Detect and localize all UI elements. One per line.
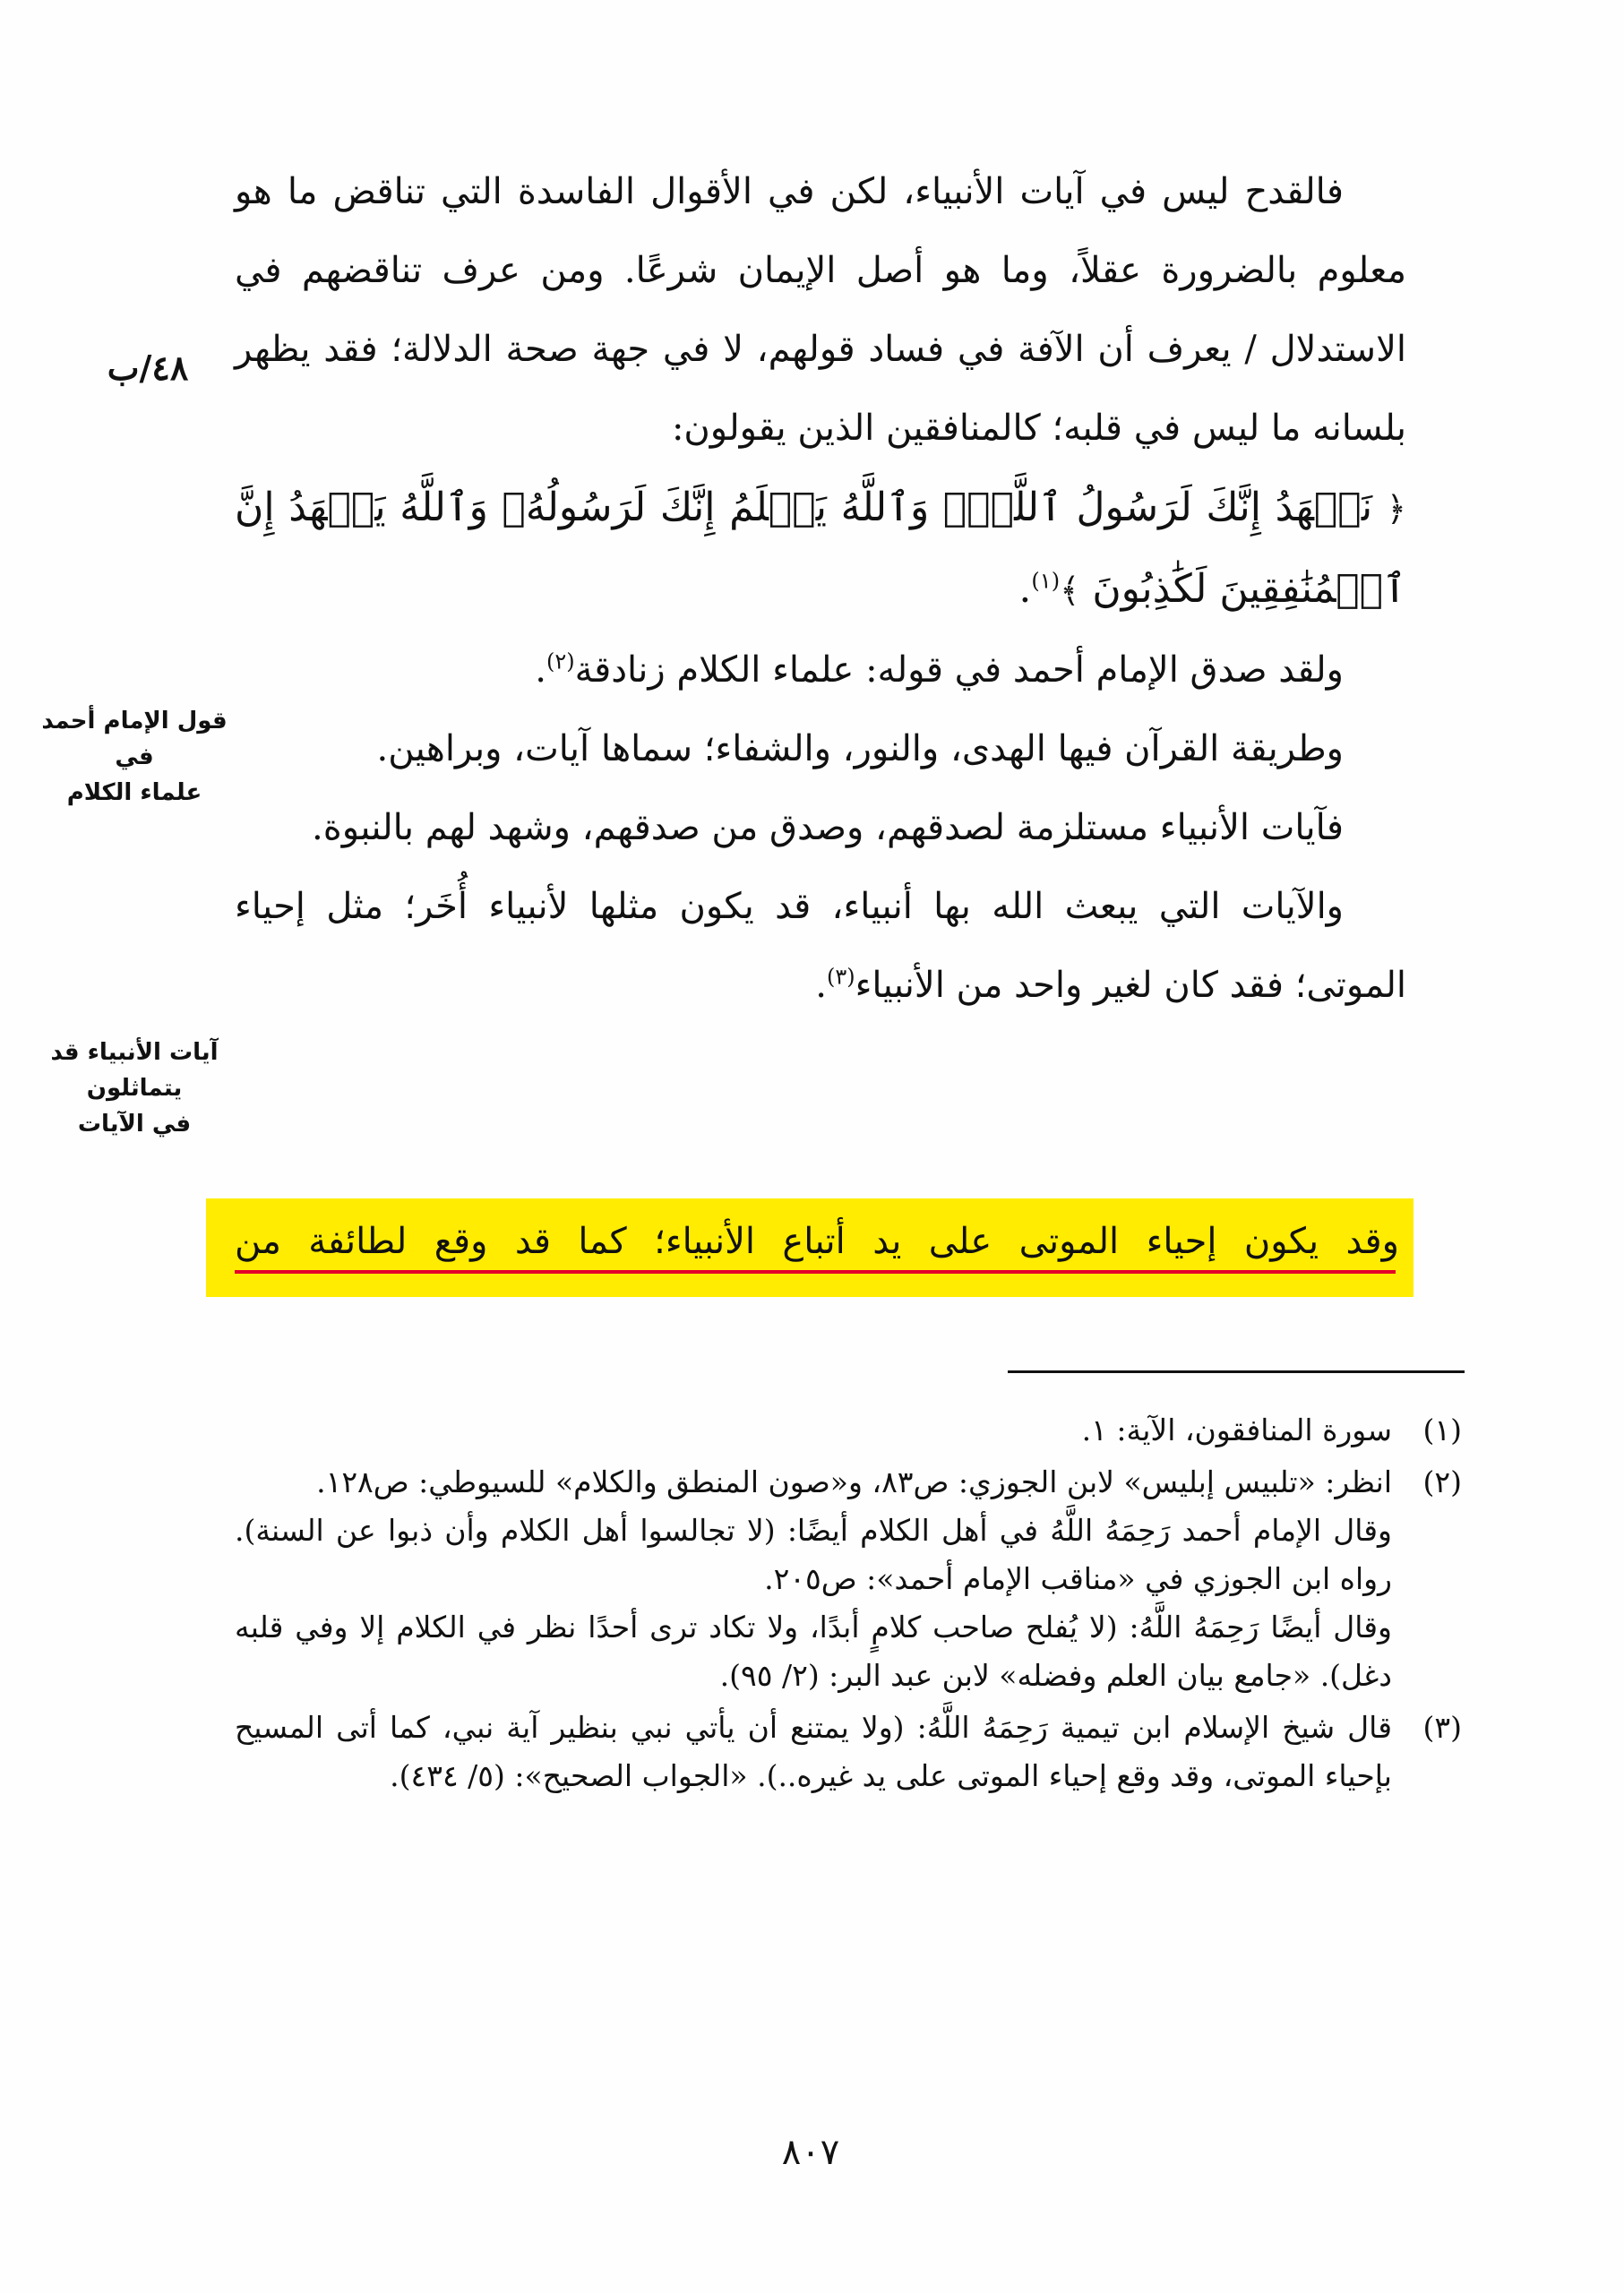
paragraph-2 <box>235 631 1406 709</box>
margin-note-prophets-line-1: آيات الأنبياء قد يتماثلون <box>50 1039 219 1102</box>
ornate-bracket-open-icon: ﴿ <box>1386 489 1406 528</box>
margin-note-ahmad-line-1: قول الإمام أحمد في <box>41 708 228 770</box>
margin-note-ahmad-line-2: علماء الكلام <box>66 779 202 806</box>
paragraph-5-text: والآيات التي يبعث الله بها أنبياء، قد يكون مثلها لأنبياء أُخَر؛ مثل إحياء الموتى؛ فقد كان لغير واحد من الأنبياء <box>235 886 1406 1006</box>
footnote-separator <box>1008 1370 1465 1373</box>
footnotes <box>235 1406 1462 1804</box>
highlighted-line[interactable]: وقد يكون إحياء الموتى على يد أتباع الأنبياء؛ كما قد وقع لطائفة من <box>235 1221 1399 1262</box>
footnote-body <box>235 1406 1392 1455</box>
footnote-line: انظر: «تلبيس إبليس» لابن الجوزي: ص٨٣، و«صون المنطق والكلام» للسيوطي: ص١٢٨. <box>316 1464 1392 1499</box>
margin-note-ahmad <box>36 703 233 811</box>
quran-verse <box>235 468 1406 631</box>
footnote-3 <box>235 1704 1462 1800</box>
paragraph-2-text: ولقد صدق الإمام أحمد في قوله: علماء الكلام زنادقة <box>574 649 1344 691</box>
paragraph-1-text: فالقدح ليس في آيات الأنبياء، لكن في الأقوال الفاسدة التي تناقض ما هو معلوم بالضرورة عقلاً، وما هو أصل الإيمان شرعًا. ومن عرف تناقضهم في الاستدلال / يعرف أن الآفة في فساد قولهم، لا في جهة صحة الدلالة؛ فقد يظهر بلسانه ما ليس في قلبه؛ كالمنافقين الذين يقولون: <box>235 171 1406 449</box>
margin-note-prophets <box>36 1035 233 1142</box>
footnote-number: (٣) <box>1422 1710 1462 1745</box>
footnote-line: سورة المنافقون، الآية: ١. <box>1081 1413 1392 1447</box>
footnote-ref-3[interactable]: (٣) <box>826 964 855 990</box>
footnote-body <box>235 1458 1392 1700</box>
red-underline <box>235 1270 1396 1274</box>
folio-marker: ٤٨/ب <box>107 348 189 388</box>
paragraph-5 <box>235 867 1406 1025</box>
footnote-ref-1[interactable]: (١) <box>1031 568 1061 594</box>
page-number: ٨٠٧ <box>781 2132 840 2173</box>
footnote-line: قال شيخ الإسلام ابن تيمية رَحِمَهُ اللَّهُ: (ولا يمتنع أن يأتي نبي بنظير آية نبي، كما أتى المسيح بإحياء الموتى، وقد وقع إحياء الموتى على يد غيره..). «الجواب الصحيح»: (٥/ ٤٣٤). <box>235 1710 1392 1793</box>
paragraph-2-end: . <box>535 649 547 691</box>
footnote-2 <box>235 1458 1462 1700</box>
footnote-ref-2[interactable]: (٢) <box>546 648 575 674</box>
footnote-line: وقال الإمام أحمد رَحِمَهُ اللَّهُ في أهل الكلام أيضًا: (لا تجالسوا أهل الكلام وأن ذبوا عن السنة). رواه ابن الجوزي في «مناقب الإمام أحمد»: ص٢٠٥. <box>235 1513 1392 1596</box>
quran-verse-text: نَشۡهَدُ إِنَّكَ لَرَسُولُ ٱللَّهِۗ وَٱللَّهُ يَعۡلَمُ إِنَّكَ لَرَسُولُهُۥ وَٱللَّهُ يَشۡهَدُ إِنَّ ٱلۡمُنَٰفِقِينَ لَكَٰذِبُونَ <box>235 485 1406 612</box>
quran-verse-end: . <box>1018 566 1032 612</box>
paragraph-4 <box>235 788 1406 867</box>
paragraph-5-end: . <box>815 965 827 1006</box>
paragraph-3 <box>235 709 1406 788</box>
footnote-line: وقال أيضًا رَحِمَهُ اللَّهُ: (لا يُفلح صاحب كلامٍ أبدًا، ولا تكاد ترى أحدًا نظر في الكلام إلا وفي قلبه دغل). «جامع بيان العلم وفضله» لابن عبد البر: (٢/ ٩٥). <box>235 1610 1392 1693</box>
footnote-number: (٢) <box>1422 1464 1462 1499</box>
ornate-bracket-close-icon: ﴾ <box>1060 571 1080 610</box>
main-text <box>235 152 1406 1025</box>
margin-note-prophets-line-2: في الآيات <box>77 1111 192 1138</box>
footnote-body <box>235 1704 1392 1800</box>
paragraph-3-text: وطريقة القرآن فيها الهدى، والنور، والشفاء؛ سماها آيات، وبراهين. <box>376 728 1344 769</box>
footnote-number: (١) <box>1422 1413 1462 1447</box>
paragraph-1 <box>235 152 1406 468</box>
footnote-1 <box>235 1406 1462 1455</box>
paragraph-4-text: فآيات الأنبياء مستلزمة لصدقهم، وصدق من صدقهم، وشهد لهم بالنبوة. <box>312 807 1344 848</box>
